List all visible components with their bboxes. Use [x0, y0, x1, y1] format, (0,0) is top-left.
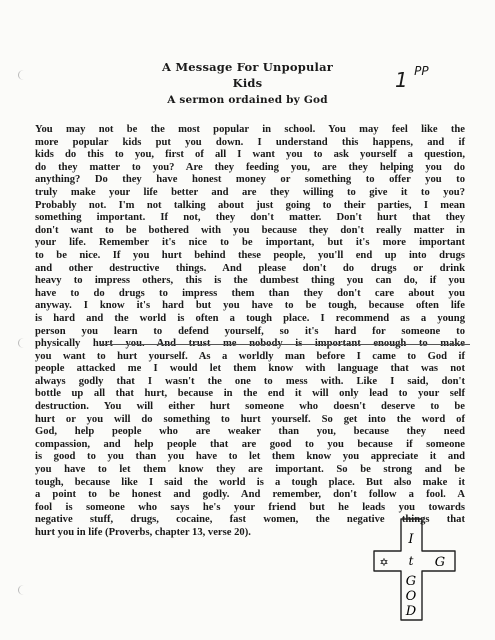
- body-text-line: bottle up all that hurt, because in the end it will only lead to your self: [35, 388, 465, 400]
- horizontal-rule-line: [100, 344, 470, 345]
- subtitle: A sermon ordained by God: [167, 94, 328, 106]
- body-text-line: physically hurt you. And trust me nobody is important enough to make: [35, 338, 465, 350]
- body-text-line: heavy to impress others, this is the dumbest thing you can do, if you: [35, 275, 465, 287]
- body-text-line: Probably not. I'm not talking about just going to their parties, I mean: [35, 199, 465, 211]
- handwritten-cross-drawing: [370, 515, 465, 625]
- body-text-line: don't want to be bothered with you because they don't really matter in: [35, 224, 465, 236]
- title-line-1: A Message For Unpopular: [162, 60, 333, 74]
- page-number-suffix: PP: [414, 64, 429, 79]
- body-text-line: to be nice. If you hurt behind these people, you'll end up into drugs: [35, 249, 465, 261]
- body-text-line: people attacked me I would let them know with language that was not: [35, 363, 465, 375]
- title-line-2: Kids: [232, 76, 263, 90]
- body-text-line: your life. Remember it's nice to be important, but it's more important: [35, 237, 465, 249]
- body-text-line: destruction. You will either hurt someone who doesn't deserve to be: [35, 401, 465, 413]
- body-text-line: always godly that I wasn't the one to mess with. Like I said, don't: [35, 375, 465, 387]
- body-text-line: do they matter to you? Are they feeding you, are they helping you do: [35, 161, 465, 173]
- body-text-line: anyway. I know it's hard but you have to be tough, because often life: [35, 300, 465, 312]
- body-text-line: person you learn to defend yourself, so it's hard for someone to: [35, 325, 465, 337]
- body-text-line: compassion, and help people that are good to you because if someone: [35, 438, 465, 450]
- punch-hole-mark: [18, 338, 29, 348]
- body-text-line: anything? Do they have honest money or something to offer you to: [35, 174, 465, 186]
- sermon-body-text: [35, 124, 465, 540]
- body-text-line: God, help people who are weaker than you, because they need: [35, 426, 465, 438]
- body-text-line: kids do this to you, first of all I want you to ask yourself a question,: [35, 149, 465, 161]
- body-text-line: is good to you than you have to let them know you appreciate it and: [35, 451, 465, 463]
- body-text-line: and other destructive things. And please don't do drugs or drink: [35, 262, 465, 274]
- body-text-line: is hard and the world is often a tough place. I recommend as a young: [35, 312, 465, 324]
- cross-letter-down-3: D: [405, 604, 417, 619]
- body-text-line: You may not be the most popular in school. You may feel like the: [35, 124, 465, 135]
- body-text-line: fool is someone who says he's your friend but he leads you towards: [35, 501, 465, 513]
- body-text-line: negative stuff, drugs, cocaine, fast women, the negative things that: [35, 514, 465, 526]
- body-text-line: something important. If not, they don't matter. Don't hurt that they: [35, 212, 465, 224]
- star-of-david-icon: ✡: [379, 556, 389, 569]
- body-text-line: tough, because like I said the world is a tough place. But also make it: [35, 476, 465, 488]
- body-text-line: truly make your life better and are they willing to give it to you?: [35, 186, 465, 198]
- cross-letter-top: I: [408, 532, 414, 547]
- cross-letter-right: G: [434, 555, 446, 570]
- body-text-line: you have to let them know they are important. So be strong and be: [35, 464, 465, 476]
- body-text-line: a point to be honest and godly. And remember, don't follow a fool. A: [35, 489, 465, 501]
- body-text-line: hurt or you will do something to hurt yourself. So get into the word of: [35, 413, 465, 425]
- page-number: 1: [395, 68, 408, 92]
- cross-letter-down-1: G: [405, 574, 417, 589]
- body-text-line: you want to hurt yourself. As a worldly man before I came to God if: [35, 350, 465, 362]
- cross-letter-down-2: O: [405, 589, 417, 604]
- handwritten-page-number: [395, 64, 429, 92]
- body-text-line: have to do drugs to impress them than they don't care about you: [35, 287, 465, 299]
- punch-hole-mark: [18, 585, 29, 595]
- body-text-line: more popular kids put you down. I understand this happens, and if: [35, 136, 465, 148]
- body-text-line: hurt you in life (Proverbs, chapter 13, verse 20).: [35, 527, 251, 538]
- cross-letter-mid: t: [408, 554, 414, 568]
